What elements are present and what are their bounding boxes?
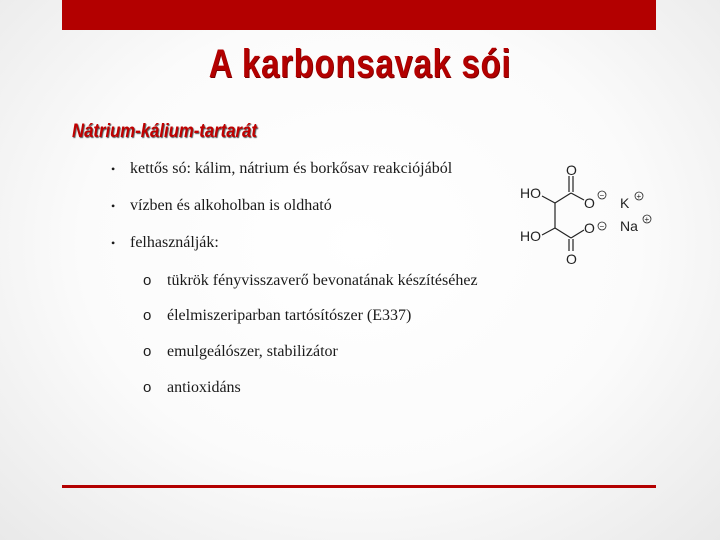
positive-charge-sign: + [644, 215, 650, 224]
bullet-item [111, 160, 452, 178]
slide-title: A karbonsavak sói [208, 42, 512, 86]
sub-bullet-text: tükrök fényvisszaverő bevonatának készítéséhez [167, 272, 478, 289]
molecule-bonds [542, 176, 584, 251]
negative-charge-sign: − [599, 222, 605, 231]
sub-bullet-item [143, 379, 241, 397]
sub-bullet-mark: o [143, 379, 152, 396]
sub-bullet-mark: o [143, 272, 152, 289]
bullet-mark: • [111, 199, 116, 213]
bullet-item [111, 234, 219, 252]
sodium-label: Na [620, 218, 638, 234]
oxygen-bottom-label: O [566, 251, 577, 267]
sub-bullet-item [143, 272, 478, 290]
bullet-text: felhasználják: [130, 234, 219, 251]
sub-bullet-text: antioxidáns [167, 379, 241, 396]
bottom-accent-line [62, 485, 656, 488]
top-accent-bar [62, 0, 656, 30]
bullet-item [111, 197, 332, 215]
bullet-text: kettős só: kálim, nátrium és borkősav reakciójából [130, 160, 453, 177]
hydroxyl-bottom-label: HO [520, 228, 541, 244]
sub-bullet-text: emulgeálószer, stabilizátor [167, 343, 338, 360]
oxygen-top-label: O [566, 162, 577, 178]
tartrate-structure-diagram [512, 158, 662, 268]
sub-bullet-mark: o [143, 307, 152, 324]
potassium-label: K [620, 195, 630, 211]
hydroxyl-top-label: HO [520, 185, 541, 201]
bullet-mark: • [111, 162, 116, 176]
sub-bullet-mark: o [143, 343, 152, 360]
bullet-text: vízben és alkoholban is oldható [130, 197, 332, 214]
sub-bullet-item [143, 307, 411, 325]
negative-charge-sign: − [599, 191, 605, 200]
carboxylate-oxygen-top-label: O [584, 195, 595, 211]
sub-bullet-item [143, 343, 338, 361]
carboxylate-oxygen-bottom-label: O [584, 220, 595, 236]
slide-subtitle: Nátrium-kálium-tartarát [72, 121, 257, 142]
sub-bullet-text: élelmiszeriparban tartósítószer (E337) [167, 307, 412, 324]
bullet-mark: • [111, 236, 116, 250]
positive-charge-sign: + [636, 192, 642, 201]
